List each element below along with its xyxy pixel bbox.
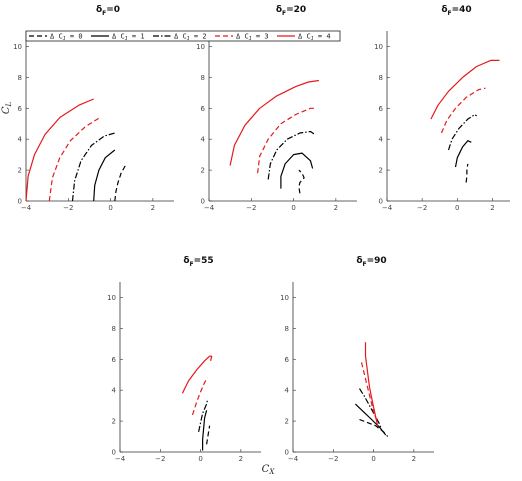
panel-title-value: =55 — [193, 256, 214, 266]
x-tick-label: 0 — [198, 455, 203, 463]
series-line-4 — [366, 342, 378, 425]
series-line-0 — [207, 426, 210, 445]
y-tick-label: 8 — [111, 324, 116, 333]
legend-label-prefix: Δ — [298, 32, 307, 41]
series-line-3 — [193, 378, 208, 415]
y-tick-label: 6 — [111, 355, 116, 364]
legend-label-main: C — [244, 32, 249, 41]
y-tick-label: 0 — [200, 197, 205, 206]
panel-title — [96, 5, 120, 17]
panel-title-sub: F — [102, 10, 107, 17]
y-axis-label-sub: L — [5, 101, 13, 107]
panel-title-symbol: δ — [356, 256, 363, 266]
series-line-0 — [299, 170, 304, 193]
y-tick-label: 10 — [280, 293, 289, 302]
legend-label-sub: J — [186, 36, 190, 42]
legend-label-prefix: Δ — [174, 32, 183, 41]
x-tick-label: 2 — [150, 204, 156, 212]
panels-layer — [13, 5, 510, 463]
y-tick-label: 10 — [107, 293, 116, 302]
series-line-1 — [94, 150, 115, 201]
panel-2 — [374, 5, 510, 212]
y-tick-label: 4 — [378, 135, 383, 144]
panel-title-symbol: δ — [183, 256, 190, 266]
x-tick-label: 0 — [371, 455, 376, 463]
y-tick-label: 4 — [111, 386, 116, 395]
legend-label-sub: J — [62, 36, 66, 42]
legend-label-main: C — [306, 32, 311, 41]
panel-title-symbol: δ — [95, 5, 103, 15]
legend-label-main: C — [58, 32, 63, 41]
panel-title-symbol: δ — [441, 5, 448, 15]
series-line-1 — [456, 141, 472, 167]
y-tick-label: 2 — [378, 166, 383, 175]
series-line-4 — [26, 99, 94, 201]
y-tick-label: 8 — [284, 324, 289, 333]
x-axis-label — [262, 464, 276, 476]
legend-label-prefix: Δ — [236, 32, 245, 41]
y-tick-label: 0 — [111, 448, 116, 457]
y-tick-label: 2 — [111, 417, 116, 426]
legend-label-main: C — [182, 32, 187, 41]
panel-title-sub: F — [362, 261, 367, 268]
series-line-4 — [230, 81, 319, 166]
x-tick-label: −2 — [63, 204, 74, 212]
panel-title-sub: F — [282, 10, 287, 17]
legend-label-main: C — [120, 32, 125, 41]
series-line-0 — [466, 164, 468, 183]
x-tick-label: −2 — [328, 455, 339, 463]
x-tick-label: −4 — [381, 204, 393, 212]
y-tick-label: 4 — [17, 135, 22, 144]
legend-label-sub: J — [310, 36, 314, 42]
series-line-0 — [115, 166, 126, 202]
x-axis-label-main: C — [261, 464, 270, 475]
panel-title — [441, 5, 471, 17]
panel-title-value: =40 — [451, 5, 472, 15]
x-tick-label: −4 — [114, 455, 126, 463]
x-tick-label: −4 — [203, 204, 215, 212]
series-line-1 — [281, 153, 313, 189]
series-line-2 — [199, 400, 208, 432]
x-tick-label: −2 — [155, 455, 166, 463]
y-tick-label: 2 — [284, 417, 289, 426]
x-tick-label: 2 — [490, 204, 495, 212]
y-tick-label: 0 — [284, 448, 289, 457]
panel-title-value: =0 — [106, 5, 121, 15]
y-tick-label: 4 — [284, 386, 289, 395]
x-tick-label: 0 — [291, 204, 296, 212]
series-line-2 — [73, 133, 115, 201]
legend-label-value: = 2 — [189, 32, 207, 41]
y-tick-label: 2 — [17, 166, 22, 175]
panel-title — [276, 5, 306, 17]
series-line-2 — [268, 132, 315, 180]
x-tick-label: 0 — [455, 204, 460, 212]
legend-label-value: = 1 — [127, 32, 145, 41]
y-tick-label: 6 — [17, 104, 22, 113]
panel-4 — [280, 256, 434, 463]
y-tick-label: 8 — [17, 73, 22, 82]
x-tick-label: 0 — [108, 204, 113, 212]
series-line-4 — [431, 60, 500, 119]
x-tick-label: −2 — [246, 204, 257, 212]
series-line-1 — [203, 410, 207, 450]
y-axis-label — [1, 102, 13, 115]
legend-label-prefix: Δ — [50, 32, 59, 41]
x-tick-label: −4 — [20, 204, 32, 212]
panel-title — [183, 256, 213, 268]
legend-label-sub: J — [248, 36, 252, 42]
y-axis-label-main: C — [1, 106, 12, 115]
x-tick-label: 2 — [411, 455, 417, 463]
panel-3 — [107, 256, 261, 463]
panel-title — [356, 256, 386, 268]
legend-label-prefix: Δ — [112, 32, 121, 41]
y-tick-label: 4 — [200, 135, 205, 144]
panel-title-value: =90 — [366, 256, 387, 266]
y-tick-label: 2 — [200, 166, 205, 175]
y-tick-label: 10 — [196, 42, 205, 51]
series-line-2 — [449, 115, 477, 151]
panel-title-sub: F — [447, 10, 452, 17]
y-tick-label: 0 — [378, 197, 383, 206]
series-line-3 — [49, 118, 100, 202]
x-tick-label: 2 — [238, 455, 244, 463]
x-tick-label: −2 — [416, 204, 428, 212]
x-axis-label-sub: X — [269, 468, 275, 476]
series-line-4 — [182, 356, 211, 393]
series-line-3 — [258, 108, 317, 173]
legend-label-value: = 4 — [313, 32, 331, 41]
y-tick-label: 10 — [13, 42, 22, 51]
panel-title-sub: F — [189, 261, 194, 268]
y-tick-label: 0 — [17, 197, 22, 206]
y-tick-label: 10 — [374, 42, 383, 51]
y-tick-label: 6 — [200, 104, 205, 113]
x-tick-label: −4 — [287, 455, 299, 463]
panel-title-value: =20 — [286, 5, 307, 15]
legend-label-value: = 0 — [65, 32, 83, 41]
y-tick-label: 8 — [200, 73, 205, 82]
y-tick-label: 6 — [378, 104, 383, 113]
series-line-3 — [442, 88, 486, 133]
y-tick-label: 8 — [378, 73, 383, 82]
x-tick-label: 2 — [333, 204, 339, 212]
legend — [26, 31, 340, 42]
legend-label-value: = 3 — [251, 32, 269, 41]
panel-title-symbol: δ — [275, 5, 282, 15]
y-tick-label: 6 — [284, 355, 289, 364]
legend-label-sub: J — [124, 36, 128, 42]
